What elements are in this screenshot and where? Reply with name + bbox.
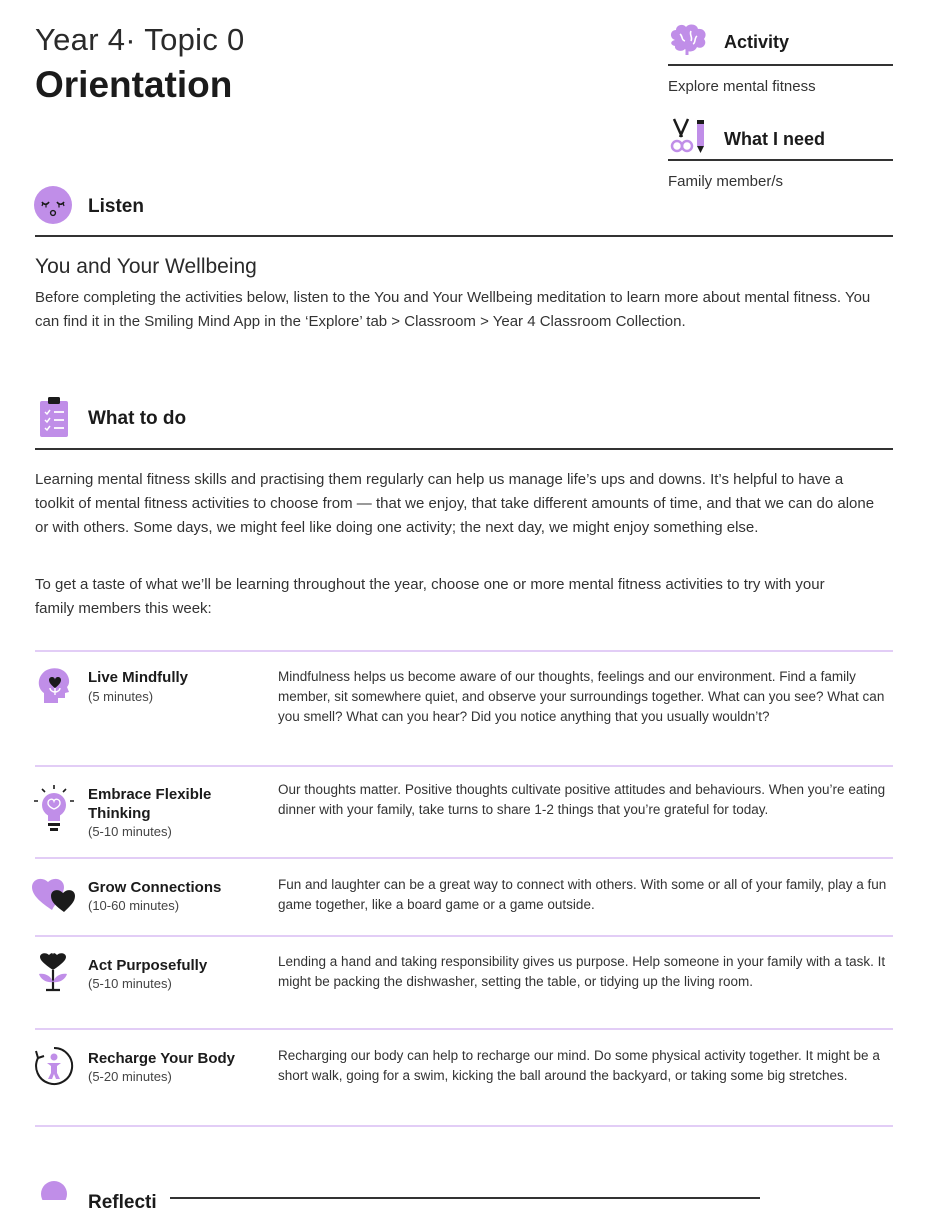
brain-icon xyxy=(667,22,709,56)
activity-time: (5 minutes) xyxy=(88,689,154,704)
reflect-icon xyxy=(40,1180,68,1200)
recharge-person-icon xyxy=(34,1046,74,1086)
page-title: Orientation xyxy=(35,64,233,105)
todo-heading: What to do xyxy=(88,408,187,429)
table-divider xyxy=(35,1028,893,1030)
need-value: Family member/s xyxy=(668,173,784,190)
activity-description: Our thoughts matter. Positive thoughts cultivate positive attitudes and behaviours. When you’re eating dinner with your family, take turns to share 1-2 things that you’re grateful for today. xyxy=(278,782,886,817)
activity-value: Explore mental fitness xyxy=(668,78,816,95)
todo-divider xyxy=(35,448,893,450)
listen-heading: Listen xyxy=(88,196,144,217)
activity-time: (5-10 minutes) xyxy=(88,976,172,991)
year-topic: Year 4· Topic 0 xyxy=(35,22,245,57)
reflect-divider xyxy=(170,1197,760,1199)
table-divider xyxy=(35,1125,893,1127)
activity-description: Fun and laughter can be a great way to connect with others. With some or all of your family, play a fun game together, like a board game or a game outside. xyxy=(278,877,887,912)
reflect-heading: Reflecti xyxy=(88,1192,157,1213)
scissors-pencil-icon xyxy=(668,117,710,155)
todo-paragraph-1: Learning mental fitness skills and practising them regularly can help us manage life’s ups and downs. It’s helpful to have a toolkit of mental fitness activities to choose from — that we enjoy, that take different amounts of time, and that we can do alone or with others. Some days, we might feel like doing one activity; the next day, we might enjoy something else. xyxy=(35,471,875,536)
listen-divider xyxy=(35,235,893,237)
listen-text: Before completing the activities below, listen to the You and Your Wellbeing meditation to learn more about mental fitness. You can find it in the Smiling Mind App in the ‘Explore’ tab > Classroom > Year 4 Classroom Collection. xyxy=(35,289,871,330)
activity-name: Grow Connections xyxy=(88,879,222,896)
hearts-icon xyxy=(32,876,76,914)
activity-description: Mindfulness helps us become aware of our thoughts, feelings and our environment. Find a family member, sit somewhere quiet, and observe your surroundings together. What can you see? What can you smell? What can you hear? Did you notice anything that you usually wouldn’t? xyxy=(278,669,885,724)
clipboard-icon xyxy=(38,396,70,438)
activity-name: Embrace Flexible Thinking xyxy=(88,786,212,822)
activity-description: Recharging our body can help to recharge our mind. Do some physical activity together. It might be a short walk, going for a swim, kicking the ball around the backyard, or taking some big stretches. xyxy=(278,1048,880,1083)
mindful-head-icon xyxy=(36,665,72,705)
activity-label: Activity xyxy=(724,32,790,52)
activity-divider xyxy=(668,64,893,66)
activity-time: (10-60 minutes) xyxy=(88,898,180,913)
todo-paragraph-2: To get a taste of what we’ll be learning throughout the year, choose one or more mental fitness activities to try with your family members this week: xyxy=(35,576,825,617)
heart-plant-icon xyxy=(36,952,70,992)
listen-subheading: You and Your Wellbeing xyxy=(35,255,257,278)
activity-name: Live Mindfully xyxy=(88,669,189,686)
activity-time: (5-10 minutes) xyxy=(88,824,172,839)
activity-name: Act Purposefully xyxy=(88,957,208,974)
table-divider xyxy=(35,765,893,767)
table-divider xyxy=(35,935,893,937)
lightbulb-icon xyxy=(34,785,74,833)
need-label: What I need xyxy=(724,129,826,149)
listen-face-icon xyxy=(33,185,73,225)
activity-name: Recharge Your Body xyxy=(88,1050,235,1067)
table-divider xyxy=(35,857,893,859)
activity-time: (5-20 minutes) xyxy=(88,1069,172,1084)
activity-description: Lending a hand and taking responsibility gives us purpose. Help someone in your family with a task. It might be packing the dishwasher, setting the table, or tidying up the living room. xyxy=(278,954,886,989)
table-divider xyxy=(35,650,893,652)
need-divider xyxy=(668,159,893,161)
